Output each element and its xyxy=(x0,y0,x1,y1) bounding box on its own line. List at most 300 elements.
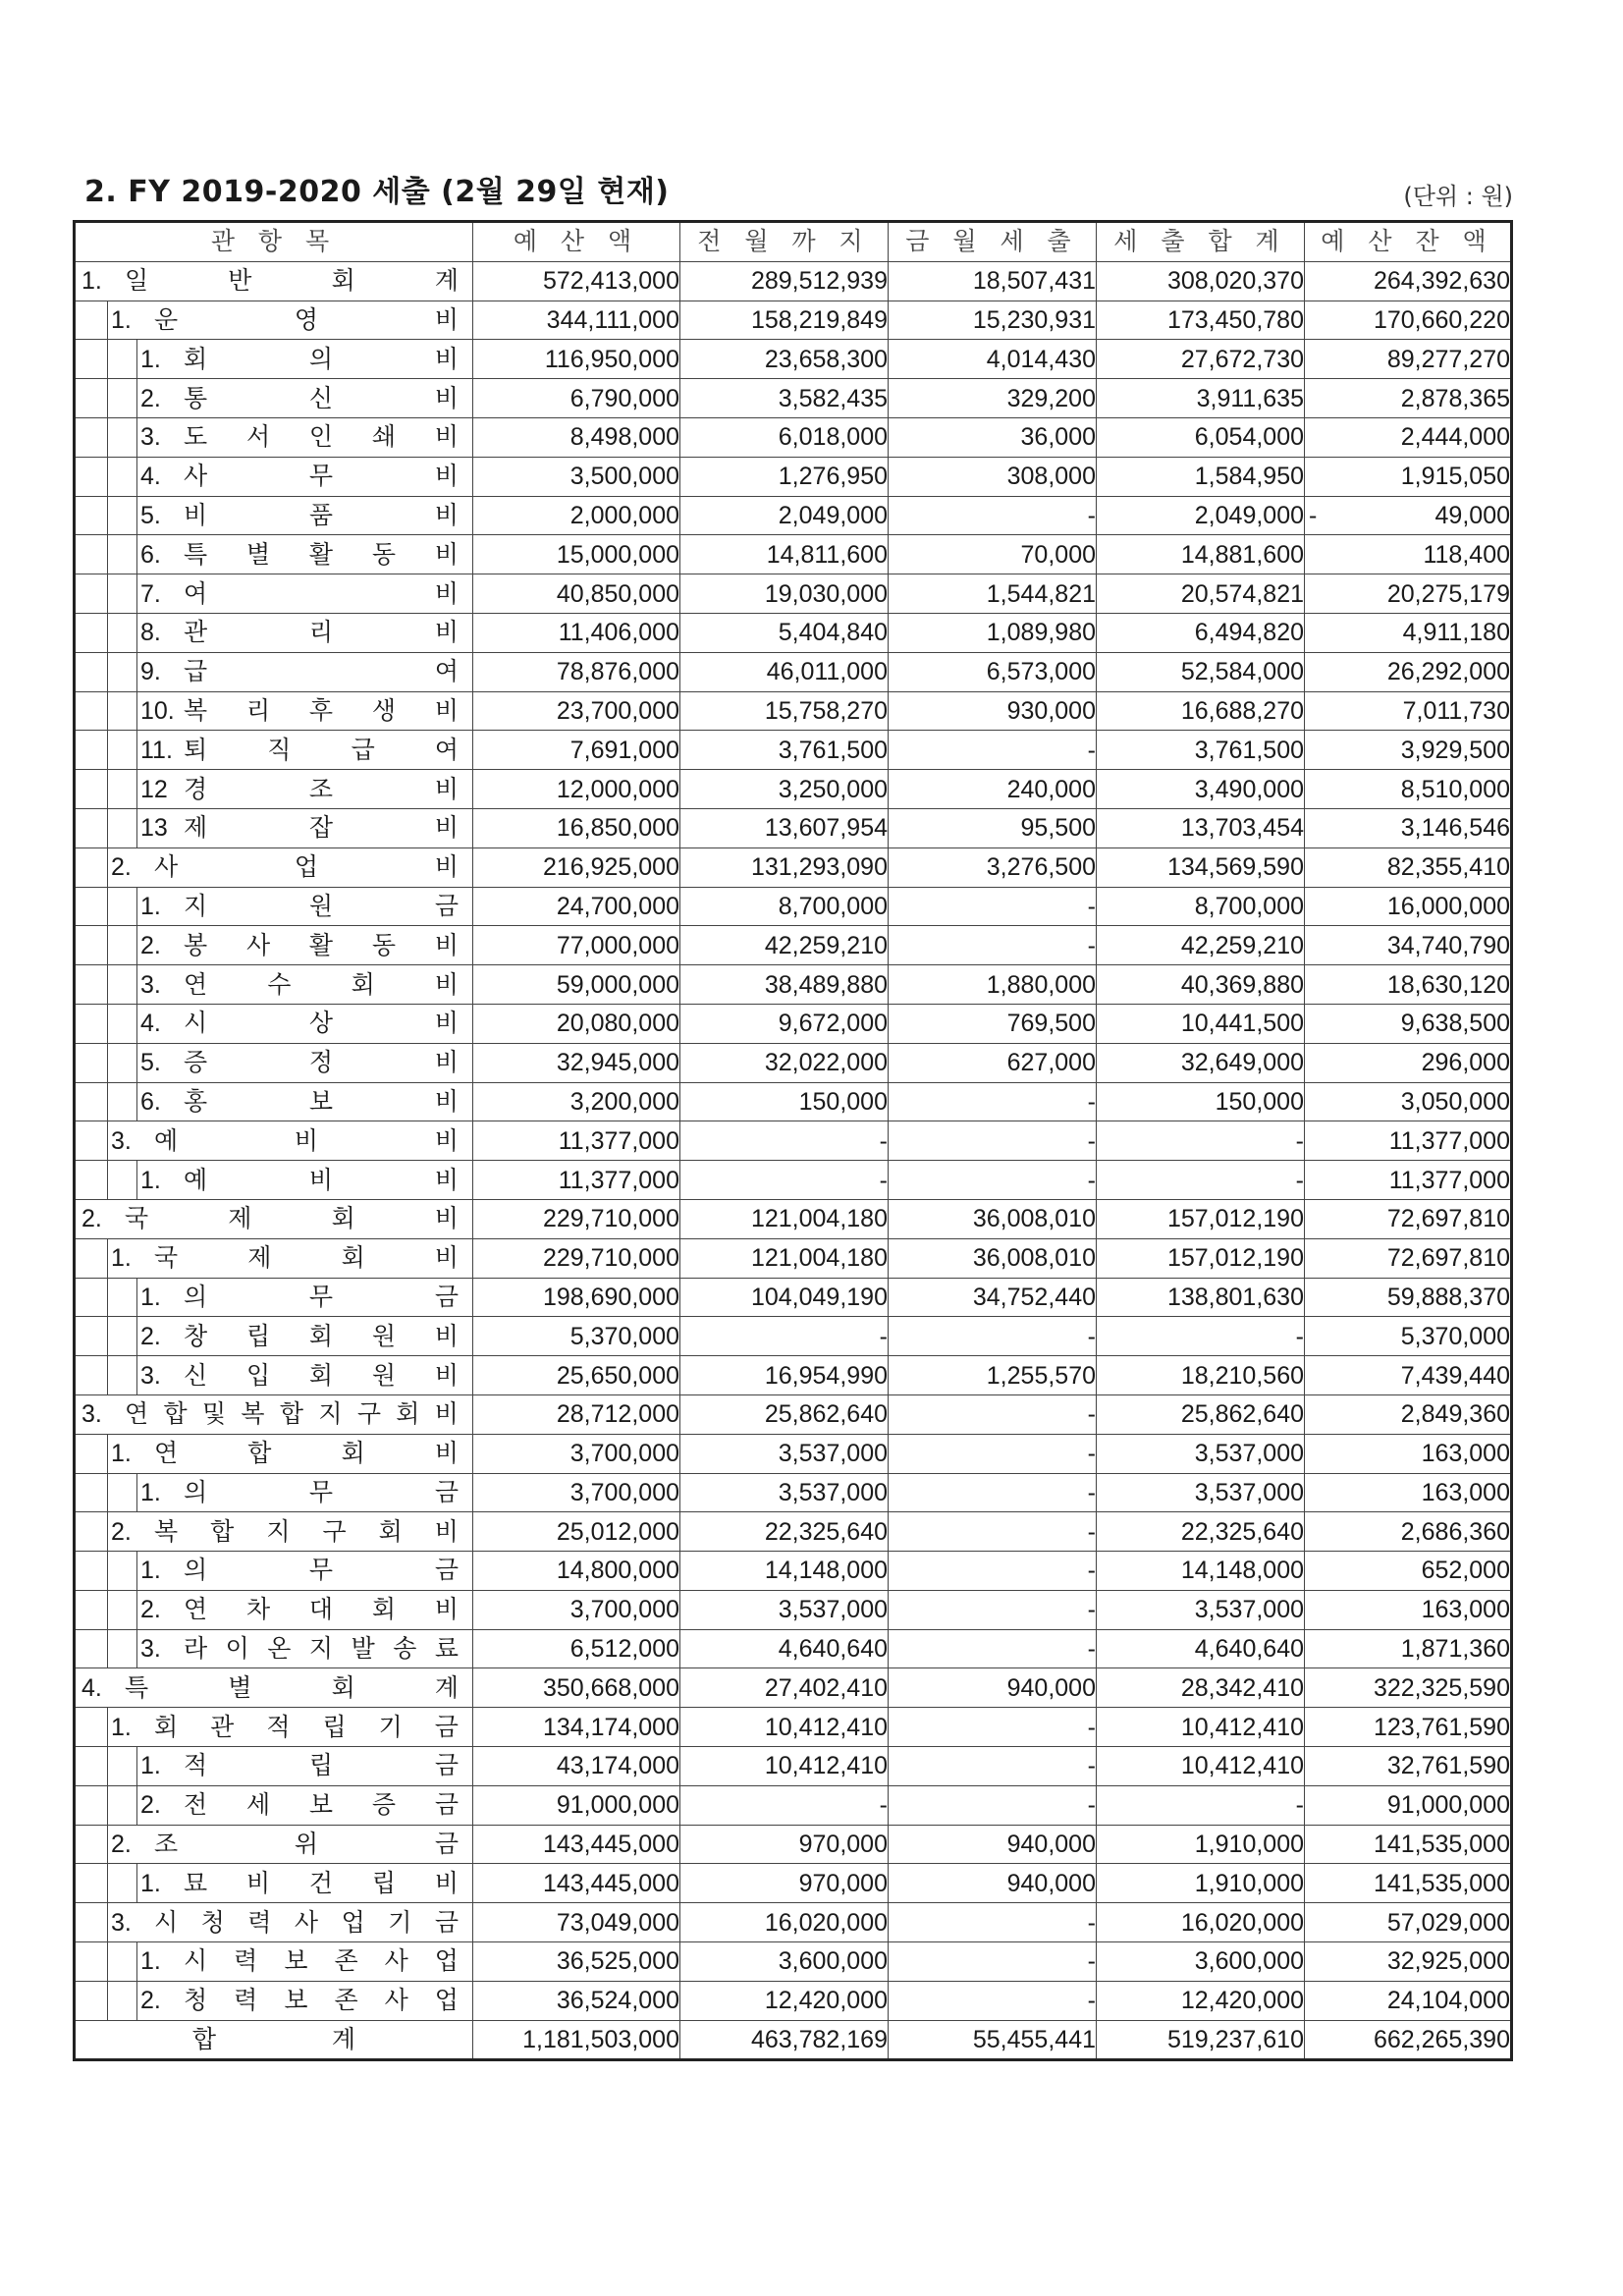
cell-remain: 2,878,365 xyxy=(1305,379,1512,418)
cell-budget: 43,174,000 xyxy=(473,1747,680,1786)
cell-remain: 652,000 xyxy=(1305,1552,1512,1591)
header-category: 관 항 목 xyxy=(75,222,473,262)
table-row xyxy=(75,1629,1512,1668)
row-label: 의 무 금 xyxy=(184,1556,459,1585)
row-label: 통 신 비 xyxy=(184,383,459,412)
cell-budget: 344,111,000 xyxy=(473,301,680,340)
cell-month: - xyxy=(889,926,1097,965)
row-label: 특 별 회 계 xyxy=(125,1672,459,1702)
row-number: 1. xyxy=(140,1478,161,1506)
cell-remain: 32,925,000 xyxy=(1305,1942,1512,1982)
cell-budget: 15,000,000 xyxy=(473,535,680,574)
cell-total: 14,881,600 xyxy=(1097,535,1305,574)
row-number: 13 xyxy=(140,814,168,843)
cell-prev: 46,011,000 xyxy=(680,652,889,691)
cell-budget: 16,850,000 xyxy=(473,808,680,847)
row-category xyxy=(75,574,473,614)
row-number: 7. xyxy=(140,579,161,608)
cell-month: - xyxy=(889,1590,1097,1629)
row-number: 6. xyxy=(140,540,161,569)
row-category xyxy=(75,1942,473,1982)
cell-month: 1,089,980 xyxy=(889,613,1097,652)
row-category xyxy=(75,535,473,574)
cell-remain-value: 49,000 xyxy=(1434,501,1510,529)
cell-month: - xyxy=(889,1121,1097,1161)
table-row xyxy=(75,1473,1512,1512)
cell-month: 1,880,000 xyxy=(889,965,1097,1005)
row-category xyxy=(75,926,473,965)
table-row xyxy=(75,1864,1512,1903)
cell-prev: 3,582,435 xyxy=(680,379,889,418)
cell-prev: 27,402,410 xyxy=(680,1668,889,1708)
cell-total: 25,862,640 xyxy=(1097,1394,1305,1434)
cell-month: 940,000 xyxy=(889,1825,1097,1864)
table-row xyxy=(75,1004,1512,1043)
total-label xyxy=(75,2020,473,2060)
cell-total: 3,600,000 xyxy=(1097,1942,1305,1982)
cell-prev: 2,049,000 xyxy=(680,496,889,535)
cell-month: - xyxy=(889,496,1097,535)
cell-budget: 229,710,000 xyxy=(473,1238,680,1278)
row-category xyxy=(75,1043,473,1082)
cell-total: 32,649,000 xyxy=(1097,1043,1305,1082)
cell-prev: 970,000 xyxy=(680,1864,889,1903)
row-label: 국 제 회 비 xyxy=(154,1243,459,1273)
row-number: 5. xyxy=(140,1049,161,1077)
table-row xyxy=(75,574,1512,614)
row-category xyxy=(75,1708,473,1747)
row-label: 연 합 및 복 합 지 구 회 비 xyxy=(125,1399,459,1429)
table-row xyxy=(75,1043,1512,1082)
cell-prev: - xyxy=(680,1317,889,1356)
table-row xyxy=(75,1552,1512,1591)
table-row xyxy=(75,1317,1512,1356)
cell-month: - xyxy=(889,1552,1097,1591)
row-label: 복 리 후 생 비 xyxy=(184,695,459,725)
cell-budget: 24,700,000 xyxy=(473,887,680,926)
table-row xyxy=(75,1590,1512,1629)
row-number: 2. xyxy=(111,1831,132,1859)
row-label: 급 여 xyxy=(184,657,459,686)
cell-prev: 13,607,954 xyxy=(680,808,889,847)
row-number: 11. xyxy=(140,736,173,764)
row-number: 1. xyxy=(140,345,161,373)
cell-total: - xyxy=(1097,1317,1305,1356)
cell-budget: 78,876,000 xyxy=(473,652,680,691)
row-category xyxy=(75,1004,473,1043)
row-category xyxy=(75,847,473,887)
row-number: 1. xyxy=(111,1713,132,1741)
table-row xyxy=(75,1981,1512,2020)
table-row xyxy=(75,496,1512,535)
cell-prev: 104,049,190 xyxy=(680,1278,889,1317)
header-this-month: 금 월 세 출 xyxy=(889,222,1097,262)
cell-budget: 77,000,000 xyxy=(473,926,680,965)
row-label: 회 의 비 xyxy=(184,344,459,373)
row-label: 조 위 금 xyxy=(154,1830,459,1859)
table-row xyxy=(75,301,1512,340)
row-label: 봉 사 활 동 비 xyxy=(184,930,459,959)
row-number: 3. xyxy=(140,970,161,999)
row-number: 3. xyxy=(111,1908,132,1937)
cell-budget: 350,668,000 xyxy=(473,1668,680,1708)
cell-remain: 118,400 xyxy=(1305,535,1512,574)
cell-prev: 121,004,180 xyxy=(680,1199,889,1238)
row-number: 1. xyxy=(111,305,132,334)
cell-remain: 26,292,000 xyxy=(1305,652,1512,691)
row-number: 1. xyxy=(140,1557,161,1585)
cell-total: 3,490,000 xyxy=(1097,770,1305,809)
header-budget: 예 산 액 xyxy=(473,222,680,262)
cell-total: 14,148,000 xyxy=(1097,1552,1305,1591)
cell-month: 240,000 xyxy=(889,770,1097,809)
cell-prev: 16,954,990 xyxy=(680,1356,889,1395)
row-number: 5. xyxy=(140,501,161,529)
cell-prev: 289,512,939 xyxy=(680,261,889,301)
cell-month: - xyxy=(889,1512,1097,1552)
cell-remain: 163,000 xyxy=(1305,1434,1512,1473)
table-row xyxy=(75,1161,1512,1200)
row-number: 1. xyxy=(140,1752,161,1780)
cell-prev: 19,030,000 xyxy=(680,574,889,614)
cell-remain: 163,000 xyxy=(1305,1590,1512,1629)
row-number: 2. xyxy=(140,931,161,959)
cell-prev: - xyxy=(680,1121,889,1161)
cell-remain: 8,510,000 xyxy=(1305,770,1512,809)
cell-total: 173,450,780 xyxy=(1097,301,1305,340)
row-label: 홍 보 비 xyxy=(184,1086,459,1116)
row-category xyxy=(75,1903,473,1942)
table-row xyxy=(75,1942,1512,1982)
table-row xyxy=(75,613,1512,652)
cell-total: 10,412,410 xyxy=(1097,1708,1305,1747)
table-row xyxy=(75,731,1512,770)
cell-remain: 72,697,810 xyxy=(1305,1199,1512,1238)
row-category xyxy=(75,808,473,847)
total-total: 519,237,610 xyxy=(1097,2020,1305,2060)
row-number: 2. xyxy=(111,853,132,882)
row-category xyxy=(75,1199,473,1238)
row-label: 경 조 비 xyxy=(184,774,459,803)
row-category xyxy=(75,1161,473,1200)
cell-total: 16,020,000 xyxy=(1097,1903,1305,1942)
cell-month: - xyxy=(889,1942,1097,1982)
table-row xyxy=(75,652,1512,691)
cell-month: - xyxy=(889,1629,1097,1668)
row-category xyxy=(75,340,473,379)
row-label: 시 력 보 존 사 업 xyxy=(184,1946,459,1976)
cell-remain: 32,761,590 xyxy=(1305,1747,1512,1786)
cell-remain: 7,439,440 xyxy=(1305,1356,1512,1395)
row-number: 3. xyxy=(140,1635,161,1664)
cell-remain: 16,000,000 xyxy=(1305,887,1512,926)
cell-total: 22,325,640 xyxy=(1097,1512,1305,1552)
row-label: 청 력 보 존 사 업 xyxy=(184,1986,459,2015)
cell-prev: 10,412,410 xyxy=(680,1747,889,1786)
cell-budget: 198,690,000 xyxy=(473,1278,680,1317)
cell-remain: 34,740,790 xyxy=(1305,926,1512,965)
row-number: 1. xyxy=(140,892,161,920)
cell-remain: 141,535,000 xyxy=(1305,1825,1512,1864)
cell-remain: 18,630,120 xyxy=(1305,965,1512,1005)
row-number: 3. xyxy=(140,1361,161,1390)
cell-month: 3,276,500 xyxy=(889,847,1097,887)
row-number: 1. xyxy=(111,1440,132,1468)
cell-budget: 5,370,000 xyxy=(473,1317,680,1356)
row-category xyxy=(75,691,473,731)
cell-remain: 296,000 xyxy=(1305,1043,1512,1082)
table-row xyxy=(75,261,1512,301)
row-category xyxy=(75,613,473,652)
cell-total: 3,537,000 xyxy=(1097,1473,1305,1512)
cell-budget: 8,498,000 xyxy=(473,417,680,457)
cell-month: 1,544,821 xyxy=(889,574,1097,614)
row-category xyxy=(75,301,473,340)
table-row xyxy=(75,808,1512,847)
cell-remain: 3,146,546 xyxy=(1305,808,1512,847)
cell-month: - xyxy=(889,1785,1097,1825)
cell-prev: 970,000 xyxy=(680,1825,889,1864)
cell-month: 1,255,570 xyxy=(889,1356,1097,1395)
cell-total: 138,801,630 xyxy=(1097,1278,1305,1317)
cell-remain: 3,050,000 xyxy=(1305,1082,1512,1121)
cell-budget: 6,512,000 xyxy=(473,1629,680,1668)
row-number: 8. xyxy=(140,619,161,647)
row-number: 2. xyxy=(140,1596,161,1624)
row-category xyxy=(75,1278,473,1317)
cell-remain: 1,871,360 xyxy=(1305,1629,1512,1668)
cell-total: 150,000 xyxy=(1097,1082,1305,1121)
row-category xyxy=(75,1082,473,1121)
row-label: 증 정 비 xyxy=(184,1048,459,1077)
cell-month: 627,000 xyxy=(889,1043,1097,1082)
cell-total: 27,672,730 xyxy=(1097,340,1305,379)
row-category xyxy=(75,731,473,770)
row-number: 2. xyxy=(140,384,161,412)
cell-month: 36,008,010 xyxy=(889,1199,1097,1238)
cell-remain: 4,911,180 xyxy=(1305,613,1512,652)
cell-remain: 57,029,000 xyxy=(1305,1903,1512,1942)
cell-total: 1,910,000 xyxy=(1097,1825,1305,1864)
cell-total: 3,537,000 xyxy=(1097,1434,1305,1473)
table-row xyxy=(75,1121,1512,1161)
cell-total: 18,210,560 xyxy=(1097,1356,1305,1395)
total-remain: 662,265,390 xyxy=(1305,2020,1512,2060)
cell-prev: 12,420,000 xyxy=(680,1981,889,2020)
cell-budget: 11,377,000 xyxy=(473,1121,680,1161)
cell-remain: 170,660,220 xyxy=(1305,301,1512,340)
cell-month: - xyxy=(889,1394,1097,1434)
cell-prev: - xyxy=(680,1161,889,1200)
cell-total: 28,342,410 xyxy=(1097,1668,1305,1708)
cell-remain: 2,849,360 xyxy=(1305,1394,1512,1434)
row-category xyxy=(75,379,473,418)
cell-remain: 3,929,500 xyxy=(1305,731,1512,770)
row-category xyxy=(75,261,473,301)
cell-total: 12,420,000 xyxy=(1097,1981,1305,2020)
table-row xyxy=(75,1434,1512,1473)
row-number: 3. xyxy=(81,1400,102,1429)
cell-prev: 5,404,840 xyxy=(680,613,889,652)
cell-prev: 23,658,300 xyxy=(680,340,889,379)
cell-month: 18,507,431 xyxy=(889,261,1097,301)
row-category xyxy=(75,1629,473,1668)
cell-remain: 7,011,730 xyxy=(1305,691,1512,731)
row-label: 사 업 비 xyxy=(154,852,459,882)
cell-total: 6,054,000 xyxy=(1097,417,1305,457)
total-month: 55,455,441 xyxy=(889,2020,1097,2060)
cell-remain: 264,392,630 xyxy=(1305,261,1512,301)
cell-budget: 572,413,000 xyxy=(473,261,680,301)
row-label: 운 영 비 xyxy=(154,304,459,334)
cell-budget: 3,700,000 xyxy=(473,1590,680,1629)
cell-month: 15,230,931 xyxy=(889,301,1097,340)
row-label: 창 립 회 원 비 xyxy=(184,1321,459,1350)
cell-remain: 2,444,000 xyxy=(1305,417,1512,457)
table-row xyxy=(75,417,1512,457)
row-label: 관 리 비 xyxy=(184,618,459,647)
cell-remain: 11,377,000 xyxy=(1305,1161,1512,1200)
cell-month: 36,000 xyxy=(889,417,1097,457)
total-row xyxy=(75,2020,1512,2060)
table-row xyxy=(75,770,1512,809)
table-row xyxy=(75,1668,1512,1708)
row-category xyxy=(75,1747,473,1786)
cell-month: - xyxy=(889,1434,1097,1473)
cell-month: 34,752,440 xyxy=(889,1278,1097,1317)
cell-total: - xyxy=(1097,1161,1305,1200)
cell-prev: 16,020,000 xyxy=(680,1903,889,1942)
row-number: 3. xyxy=(140,423,161,452)
cell-prev: 3,537,000 xyxy=(680,1473,889,1512)
cell-budget: 143,445,000 xyxy=(473,1864,680,1903)
cell-total: 1,584,950 xyxy=(1097,457,1305,496)
row-number: 9. xyxy=(140,658,161,686)
cell-month: 70,000 xyxy=(889,535,1097,574)
row-label: 비 품 비 xyxy=(184,500,459,529)
row-category xyxy=(75,1121,473,1161)
cell-remain: 82,355,410 xyxy=(1305,847,1512,887)
cell-prev: 32,022,000 xyxy=(680,1043,889,1082)
cell-total: - xyxy=(1097,1785,1305,1825)
cell-month: 329,200 xyxy=(889,379,1097,418)
row-category xyxy=(75,457,473,496)
cell-month: - xyxy=(889,1082,1097,1121)
cell-remain: 72,697,810 xyxy=(1305,1238,1512,1278)
row-category xyxy=(75,1590,473,1629)
cell-remain: 5,370,000 xyxy=(1305,1317,1512,1356)
table-row xyxy=(75,691,1512,731)
row-number: 4. xyxy=(140,1010,161,1038)
table-row xyxy=(75,1082,1512,1121)
cell-prev: 3,250,000 xyxy=(680,770,889,809)
cell-budget: 28,712,000 xyxy=(473,1394,680,1434)
cell-budget: 7,691,000 xyxy=(473,731,680,770)
cell-total: 16,688,270 xyxy=(1097,691,1305,731)
row-label: 시 청 력 사 업 기 금 xyxy=(154,1907,459,1937)
cell-prev: 42,259,210 xyxy=(680,926,889,965)
cell-budget: 216,925,000 xyxy=(473,847,680,887)
cell-total: 157,012,190 xyxy=(1097,1238,1305,1278)
cell-remain: 24,104,000 xyxy=(1305,1981,1512,2020)
cell-total: 8,700,000 xyxy=(1097,887,1305,926)
cell-total: 1,910,000 xyxy=(1097,1864,1305,1903)
cell-month: - xyxy=(889,1161,1097,1200)
cell-prev: 15,758,270 xyxy=(680,691,889,731)
cell-budget: 91,000,000 xyxy=(473,1785,680,1825)
cell-total: - xyxy=(1097,1121,1305,1161)
negative-sign: - xyxy=(1309,501,1318,529)
cell-budget: 11,377,000 xyxy=(473,1161,680,1200)
row-category xyxy=(75,417,473,457)
row-label: 도 서 인 쇄 비 xyxy=(184,422,459,452)
unit-label: (단위 : 원) xyxy=(1403,183,1513,210)
cell-budget: 59,000,000 xyxy=(473,965,680,1005)
cell-month: - xyxy=(889,1473,1097,1512)
row-number: 6. xyxy=(140,1087,161,1116)
table-row xyxy=(75,1785,1512,1825)
row-category xyxy=(75,1238,473,1278)
cell-budget: 25,012,000 xyxy=(473,1512,680,1552)
cell-total: 10,412,410 xyxy=(1097,1747,1305,1786)
cell-prev: 6,018,000 xyxy=(680,417,889,457)
row-category xyxy=(75,1512,473,1552)
cell-budget: 20,080,000 xyxy=(473,1004,680,1043)
cell-remain: 322,325,590 xyxy=(1305,1668,1512,1708)
cell-budget: 12,000,000 xyxy=(473,770,680,809)
cell-month: - xyxy=(889,1981,1097,2020)
cell-budget: 3,700,000 xyxy=(473,1434,680,1473)
row-number: 2. xyxy=(140,1322,161,1350)
cell-remain: 1,915,050 xyxy=(1305,457,1512,496)
cell-prev: 38,489,880 xyxy=(680,965,889,1005)
row-label: 적 립 금 xyxy=(184,1751,459,1780)
cell-budget: 32,945,000 xyxy=(473,1043,680,1082)
cell-month: - xyxy=(889,1747,1097,1786)
cell-prev: 8,700,000 xyxy=(680,887,889,926)
cell-budget: 14,800,000 xyxy=(473,1552,680,1591)
row-number: 1. xyxy=(111,1244,132,1273)
cell-budget: 36,525,000 xyxy=(473,1942,680,1982)
cell-month: 36,008,010 xyxy=(889,1238,1097,1278)
cell-budget: 25,650,000 xyxy=(473,1356,680,1395)
table-row xyxy=(75,847,1512,887)
cell-prev: 158,219,849 xyxy=(680,301,889,340)
cell-remain xyxy=(1305,496,1512,535)
row-category xyxy=(75,1317,473,1356)
page-title: 2. FY 2019-2020 세출 (2월 29일 현재) xyxy=(84,175,670,209)
cell-total: 157,012,190 xyxy=(1097,1199,1305,1238)
row-number: 2. xyxy=(81,1205,102,1233)
total-label-b: 계 xyxy=(331,2025,356,2054)
cell-total: 13,703,454 xyxy=(1097,808,1305,847)
cell-remain: 59,888,370 xyxy=(1305,1278,1512,1317)
row-category xyxy=(75,887,473,926)
table-row xyxy=(75,379,1512,418)
cell-budget: 3,500,000 xyxy=(473,457,680,496)
row-label: 예 비 비 xyxy=(184,1165,459,1194)
cell-month: 4,014,430 xyxy=(889,340,1097,379)
cell-total: 3,537,000 xyxy=(1097,1590,1305,1629)
cell-prev: - xyxy=(680,1785,889,1825)
table-row xyxy=(75,926,1512,965)
row-label: 회 관 적 립 기 금 xyxy=(154,1712,459,1741)
row-label: 연 차 대 회 비 xyxy=(184,1595,459,1624)
cell-remain: 91,000,000 xyxy=(1305,1785,1512,1825)
cell-month: - xyxy=(889,1317,1097,1356)
row-category xyxy=(75,496,473,535)
row-number: 2. xyxy=(111,1517,132,1546)
